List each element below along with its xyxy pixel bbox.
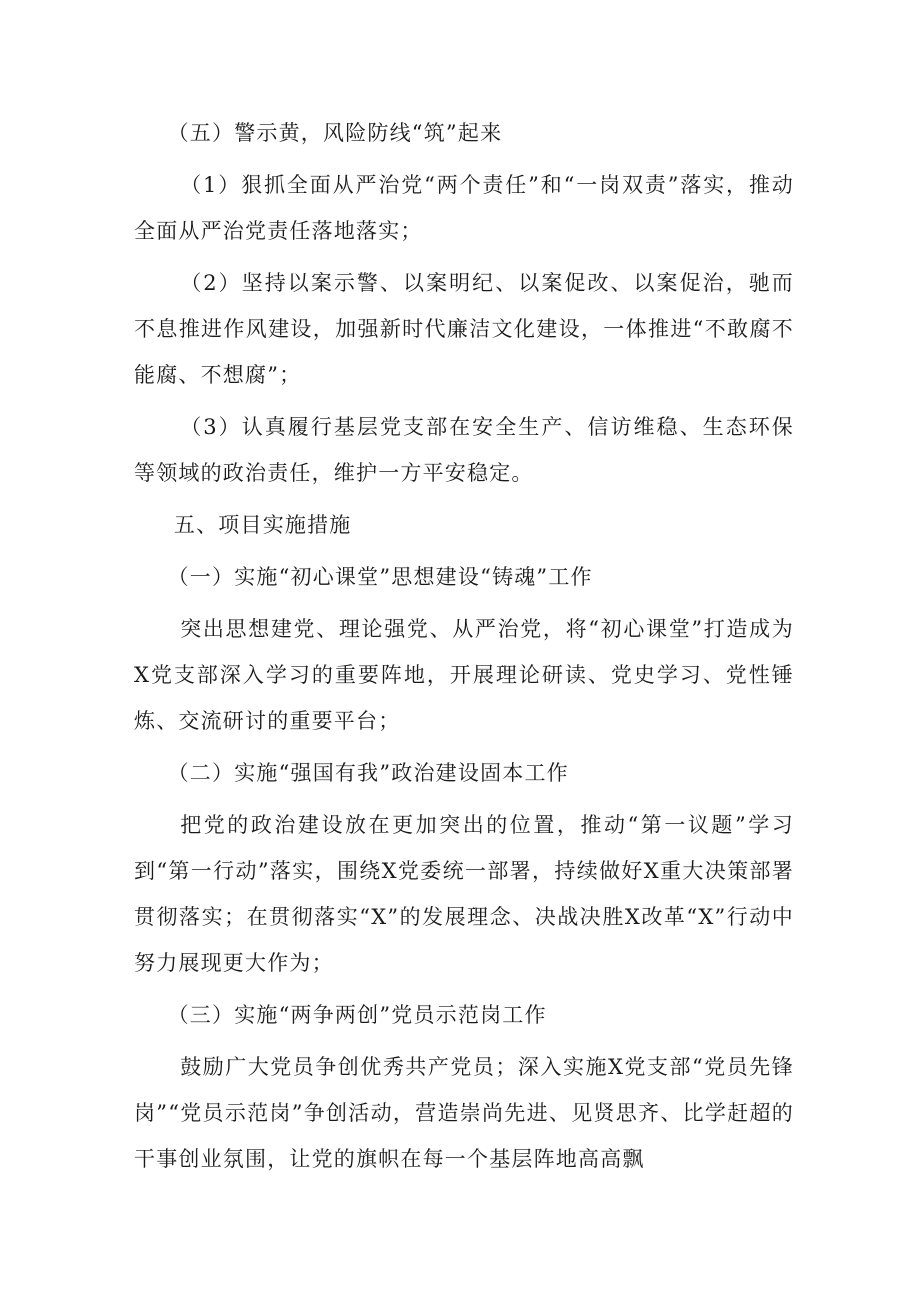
section-heading-3-model-post: （三）实施“两争两创”党员示范岗工作: [167, 1003, 547, 1027]
paragraph-original-class: 突出思想建党、理论强党、从严治党，将“初心课堂”打造成为X党支部深入学习的重要阵地，开展理论研读、党史学习、党性锤炼、交流研讨的重要平台；: [134, 617, 794, 733]
paragraph-item-2: （2）坚持以案示警、以案明纪、以案促改、以案促治，驰而不息推进作风建设，加强新时代廉洁文化建设，一体推进“不敢腐不能腐、不想腐”；: [134, 271, 794, 387]
section-heading-1-original-class: （一）实施“初心课堂”思想建设“铸魂”工作: [167, 565, 593, 589]
section-heading-2-strong-nation: （二）实施“强国有我”政治建设固本工作: [167, 761, 569, 785]
section-heading-5-warning-yellow: （五）警示黄，风险防线“筑”起来: [167, 121, 503, 145]
paragraph-item-3: （3）认真履行基层党支部在安全生产、信访维稳、生态环保等领域的政治责任，维护一方平安稳定。: [134, 415, 794, 485]
paragraph-strong-nation: 把党的政治建设放在更加突出的位置，推动“第一议题”学习到“第一行动”落实，围绕X党委统一部署，持续做好X重大决策部署贯彻落实；在贯彻落实“X”的发展理念、决战决胜X改革“X”行动中努力展现更大作为；: [134, 813, 794, 975]
document-body: [134, 110, 794, 1182]
paragraph-item-1: （1）狠抓全面从严治党“两个责任”和“一岗双责”落实，推动全面从严治党责任落地落实；: [134, 173, 794, 243]
paragraph-model-post: 鼓励广大党员争创优秀共产党员；深入实施X党支部“党员先锋岗”“党员示范岗”争创活动，营造崇尚先进、见贤思齐、比学赶超的干事创业氛围，让党的旗帜在每一个基层阵地高高飘: [134, 1055, 794, 1171]
chapter-heading-5-measures: 五、项目实施措施: [173, 513, 352, 537]
